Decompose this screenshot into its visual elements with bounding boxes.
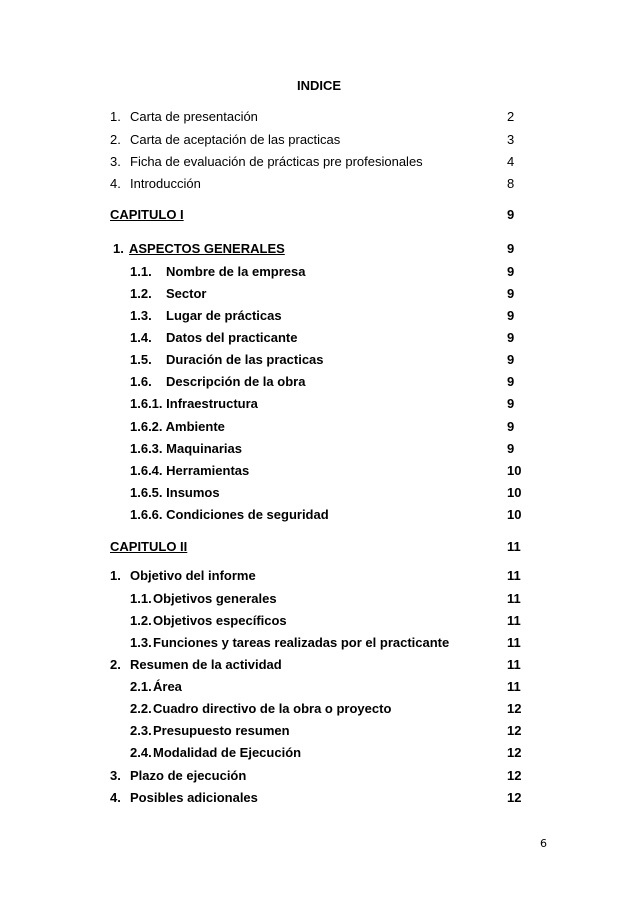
toc-entry: 3. Ficha de evaluación de prácticas pre profesionales 4 — [110, 154, 515, 169]
toc-entry: 1.6.2. Ambiente 9 — [130, 419, 515, 434]
toc-entry: 2.3. Presupuesto resumen 12 — [130, 723, 522, 738]
toc-entry: 2.1. Área 11 — [130, 679, 521, 694]
toc-entry: 1.6.1. Infraestructura 9 — [130, 396, 515, 411]
toc-entry: 2. Carta de aceptación de las practicas 3 — [110, 132, 515, 147]
chapter-1-heading: CAPITULO I 9 — [110, 207, 515, 222]
toc-entry: 2.4. Modalidad de Ejecución 12 — [130, 745, 522, 760]
toc-entry: 2. Resumen de la actividad 11 — [110, 657, 521, 672]
page-number: 6 — [540, 837, 547, 850]
toc-entry: 3. Plazo de ejecución 12 — [110, 768, 522, 783]
toc-entry: 1.1. Nombre de la empresa 9 — [130, 264, 515, 279]
index-title: INDICE — [296, 78, 342, 93]
toc-entry: 1.6.5. Insumos 10 — [130, 485, 522, 500]
toc-entry: 1.2. Objetivos específicos 11 — [130, 613, 521, 628]
toc-entry: 1.6.4. Herramientas 10 — [130, 463, 522, 478]
toc-entry: 1. Carta de presentación 2 — [110, 109, 515, 124]
toc-entry: 1.6. Descripción de la obra 9 — [130, 374, 515, 389]
toc-entry: 1.6.6. Condiciones de seguridad 10 — [130, 507, 522, 522]
toc-entry: 1.4. Datos del practicante 9 — [130, 330, 515, 345]
chapter-2-heading: CAPITULO II 11 — [110, 539, 521, 554]
toc-entry: 1.3. Lugar de prácticas 9 — [130, 308, 515, 323]
toc-entry: 1.3. Funciones y tareas realizadas por el practicante 11 — [130, 635, 521, 650]
toc-entry: 1.2. Sector 9 — [130, 286, 515, 301]
toc-entry: 2.2. Cuadro directivo de la obra o proyecto 12 — [130, 701, 522, 716]
toc-entry: 1.5. Duración de las practicas 9 — [130, 352, 515, 367]
section-1-heading: 1. ASPECTOS GENERALES 9 — [113, 241, 515, 256]
toc-entry: 4. Introducción 8 — [110, 176, 515, 191]
toc-entry: 4. Posibles adicionales 12 — [110, 790, 522, 805]
toc-entry: 1. Objetivo del informe 11 — [110, 568, 521, 583]
toc-entry: 1.6.3. Maquinarias 9 — [130, 441, 515, 456]
toc-entry: 1.1. Objetivos generales 11 — [130, 591, 521, 606]
